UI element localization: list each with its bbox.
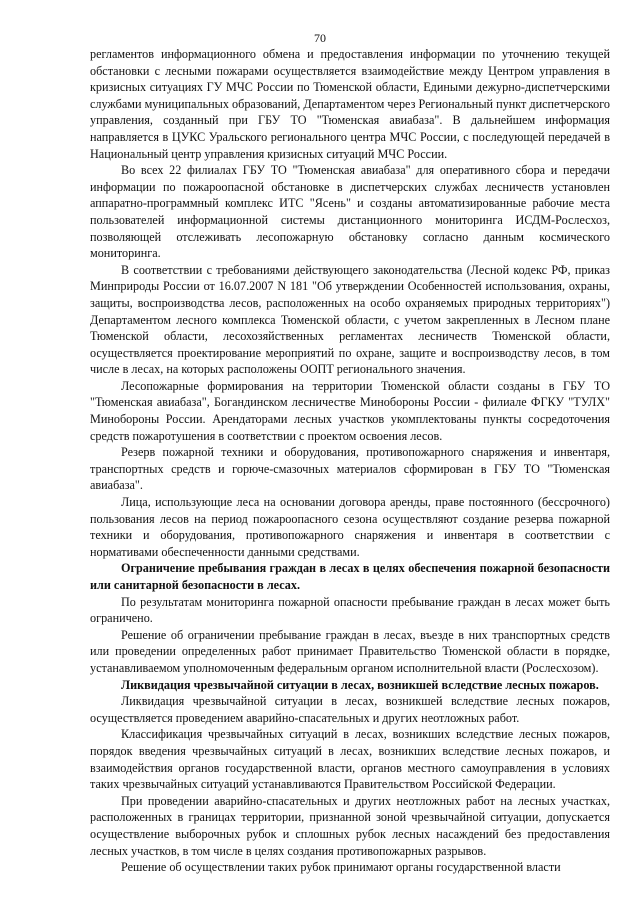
paragraph-legislation: В соответствии с требованиями действующего законодательства (Лесной кодекс РФ, приказ Минприроды России от 16.07.2007 N 181 "Об утверждении Особенностей использования, охраны, защиты, воспроизводства лесов, расположенных на особо охраняемых природных территориях") Департаментом лесного комплекса Тюменской области, с учетом закрепленных в Лесном плане Тюменской области, лесохозяйственных регламентах лесничеств Тюменской области, осуществляется проектирование мероприятий по охране, защите и воспроизводству лесов, в том числе в лесах, на которых расположены ООПТ регионального значения.	[90, 262, 610, 377]
page-body	[90, 46, 610, 876]
paragraph-equipment-reserve: Резерв пожарной техники и оборудования, противопожарного снаряжения и инвентаря, транспортных средств и горюче-смазочных материалов сформирован в ГБУ ТО "Тюменская авиабаза".	[90, 445, 610, 493]
paragraph-restriction-decision: Решение об ограничении пребывание граждан в лесах, въезде в них транспортных средств или проведении определенных работ принимает Правительство Тюменской области в порядке, устанавливаемом уполномоченным федеральным органом исполнительной власти (Рослесхозом).	[90, 627, 610, 675]
paragraph-branches-monitoring: Во всех 22 филиалах ГБУ ТО "Тюменская авиабаза" для оперативного сбора и передачи информации по пожароопасной обстановке в диспетчерских службах лесничеств установлен аппаратно-программный комплекс ИТС "Ясень" и созданы автоматизированные рабочие места пользователей информационной системы дистанционного мониторинга ИСДМ-Рослесхоз, позволяющей отслеживать лесопожарную обстановку согласно данным космического мониторинга.	[90, 163, 610, 261]
paragraph-felling-decision: Решение об осуществлении таких рубок принимают органы государственной власти	[121, 860, 561, 875]
paragraph-emergency-liquidation: Ликвидация чрезвычайной ситуации в лесах, возникшей вследствие лесных пожаров, осуществляется проведением аварийно-спасательных и других неотложных работ.	[90, 694, 610, 725]
paragraph-emergency-classification: Классификация чрезвычайных ситуаций в лесах, возникших вследствие лесных пожаров, порядок введения чрезвычайных ситуаций в лесах, возникших вследствие лесных пожаров, и взаимодействия органов государственной власти, органов местного самоуправления в условиях таких чрезвычайных ситуаций устанавливаются Правительством Российской Федерации.	[90, 727, 610, 792]
paragraph-rescue-works: При проведении аварийно-спасательных и других неотложных работ на лесных участках, расположенных в границах территории, признанной зоной чрезвычайной ситуации, допускается осуществление выборочных рубок и сплошных рубок лесных насаждений без предоставления лесных участков, в том числе в целях создания противопожарных разрывов.	[90, 793, 610, 858]
paragraph-info-exchange: регламентов информационного обмена и предоставления информации по уточнению текущей обстановки с лесными пожарами осуществляется взаимодействие между Центром управления в кризисных ситуациях ГУ МЧС России по Тюменской области, Едиными дежурно-диспетчерскими службами муниципальных образований, Департаментом через Региональный пункт диспетчерского управления, созданный при ГБУ ТО "Тюменская авиабаза". В дальнейшем информация направляется в ЦУКС Уральского регионального центра МЧС России, с последующей передачей в Национальный центр управления кризисных ситуаций МЧС России.	[90, 47, 610, 161]
paragraph-restriction-monitoring: По результатам мониторинга пожарной опасности пребывание граждан в лесах может быть ограничено.	[90, 594, 610, 626]
paragraph-fire-units: Лесопожарные формирования на территории Тюменской области созданы в ГБУ ТО "Тюменская авиабаза", Богандинском лесничестве Минобороны России - филиале ФГКУ "ТУЛХ" Минобороны России. Арендаторами лесных участков укомплектованы пункты сосредоточения средств пожаротушения в соответствии с проектом освоения лесов.	[90, 378, 610, 443]
section-heading-restriction: Ограничение пребывания граждан в лесах в целях обеспечения пожарной безопасности или санитарной безопасности в лесах.	[90, 561, 610, 592]
section-heading-emergency: Ликвидация чрезвычайной ситуации в лесах, возникшей вследствие лесных пожаров.	[121, 677, 599, 692]
paragraph-lessees: Лица, использующие леса на основании договора аренды, праве постоянного (бессрочного) пользования лесов на период пожароопасного сезона осуществляют создание резерва пожарной техники и оборудования, противопожарного снаряжения и инвентаря в соответствии с нормативами обеспеченности данными средствами.	[90, 495, 610, 559]
page-number: 70	[314, 31, 326, 45]
